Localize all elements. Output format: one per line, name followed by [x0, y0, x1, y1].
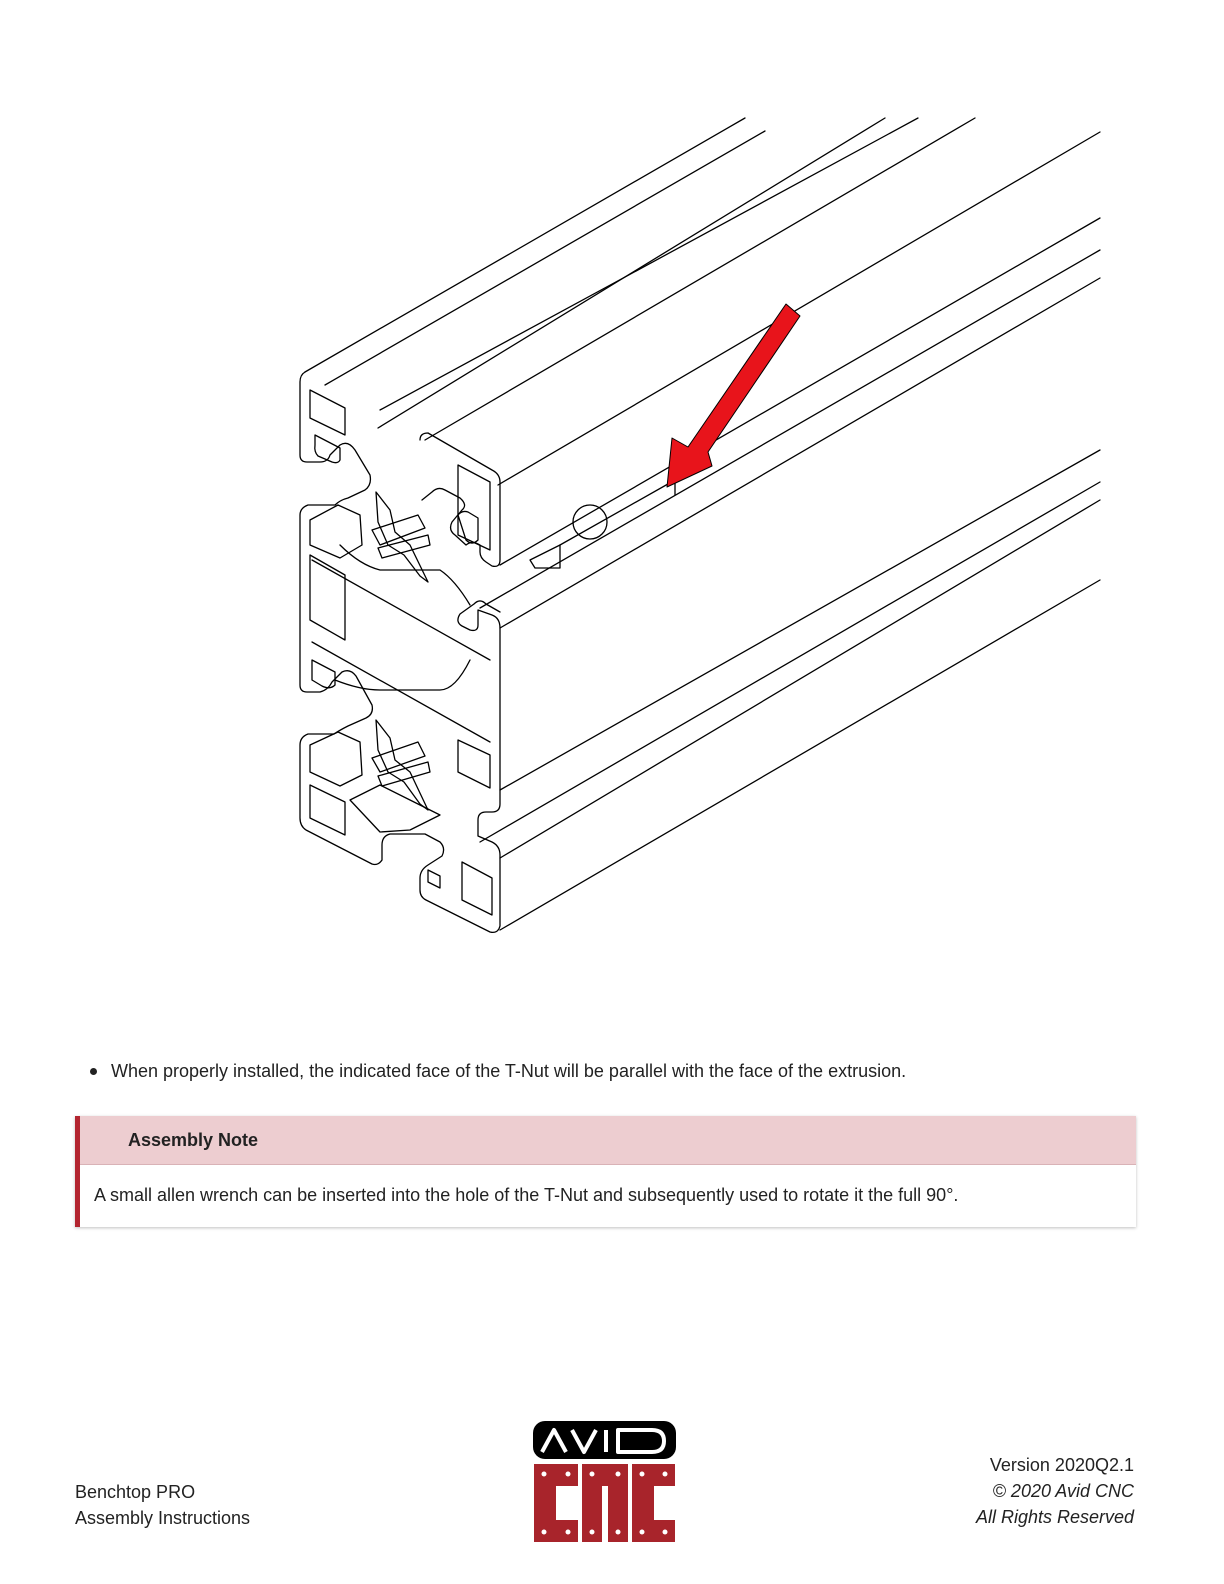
assembly-note-title: Assembly Note — [128, 1129, 259, 1150]
extrusion-diagram — [290, 110, 1110, 950]
footer-document-title — [75, 1479, 250, 1531]
core-bolt-detail-bottom — [372, 720, 430, 810]
avid-cnc-logo — [532, 1420, 677, 1544]
list-item-text: When properly installed, the indicated face of the T-Nut will be parallel with the face of the extrusion. — [111, 1061, 907, 1081]
extrusion-drawing — [290, 110, 1110, 950]
assembly-note-header — [80, 1116, 1136, 1165]
assembly-note-body: A small allen wrench can be inserted into the hole of the T-Nut and subsequently used to rotate it the full 90°. — [94, 1185, 959, 1205]
footer-document-type: Assembly Instructions — [75, 1508, 251, 1528]
footer-copyright: © 2020 Avid CNC — [992, 1481, 1134, 1501]
extrusion-end-profile — [300, 372, 500, 932]
list-item — [90, 1058, 906, 1084]
footer-version: Version 2020Q2.1 — [989, 1455, 1134, 1475]
footer-version-block — [976, 1452, 1134, 1530]
indicator-arrow — [667, 304, 800, 487]
bullet-dot-icon — [90, 1068, 97, 1075]
footer-rights: All Rights Reserved — [975, 1507, 1134, 1527]
avid-cnc-logo-icon — [532, 1420, 677, 1544]
assembly-note-callout — [75, 1116, 1136, 1227]
t-nut-in-slot — [530, 480, 675, 568]
core-bolt-detail-top — [372, 492, 430, 582]
footer-product-name: Benchtop PRO — [75, 1482, 196, 1502]
bullet-list — [90, 1058, 906, 1084]
extrusion-long-edges — [305, 118, 1100, 930]
